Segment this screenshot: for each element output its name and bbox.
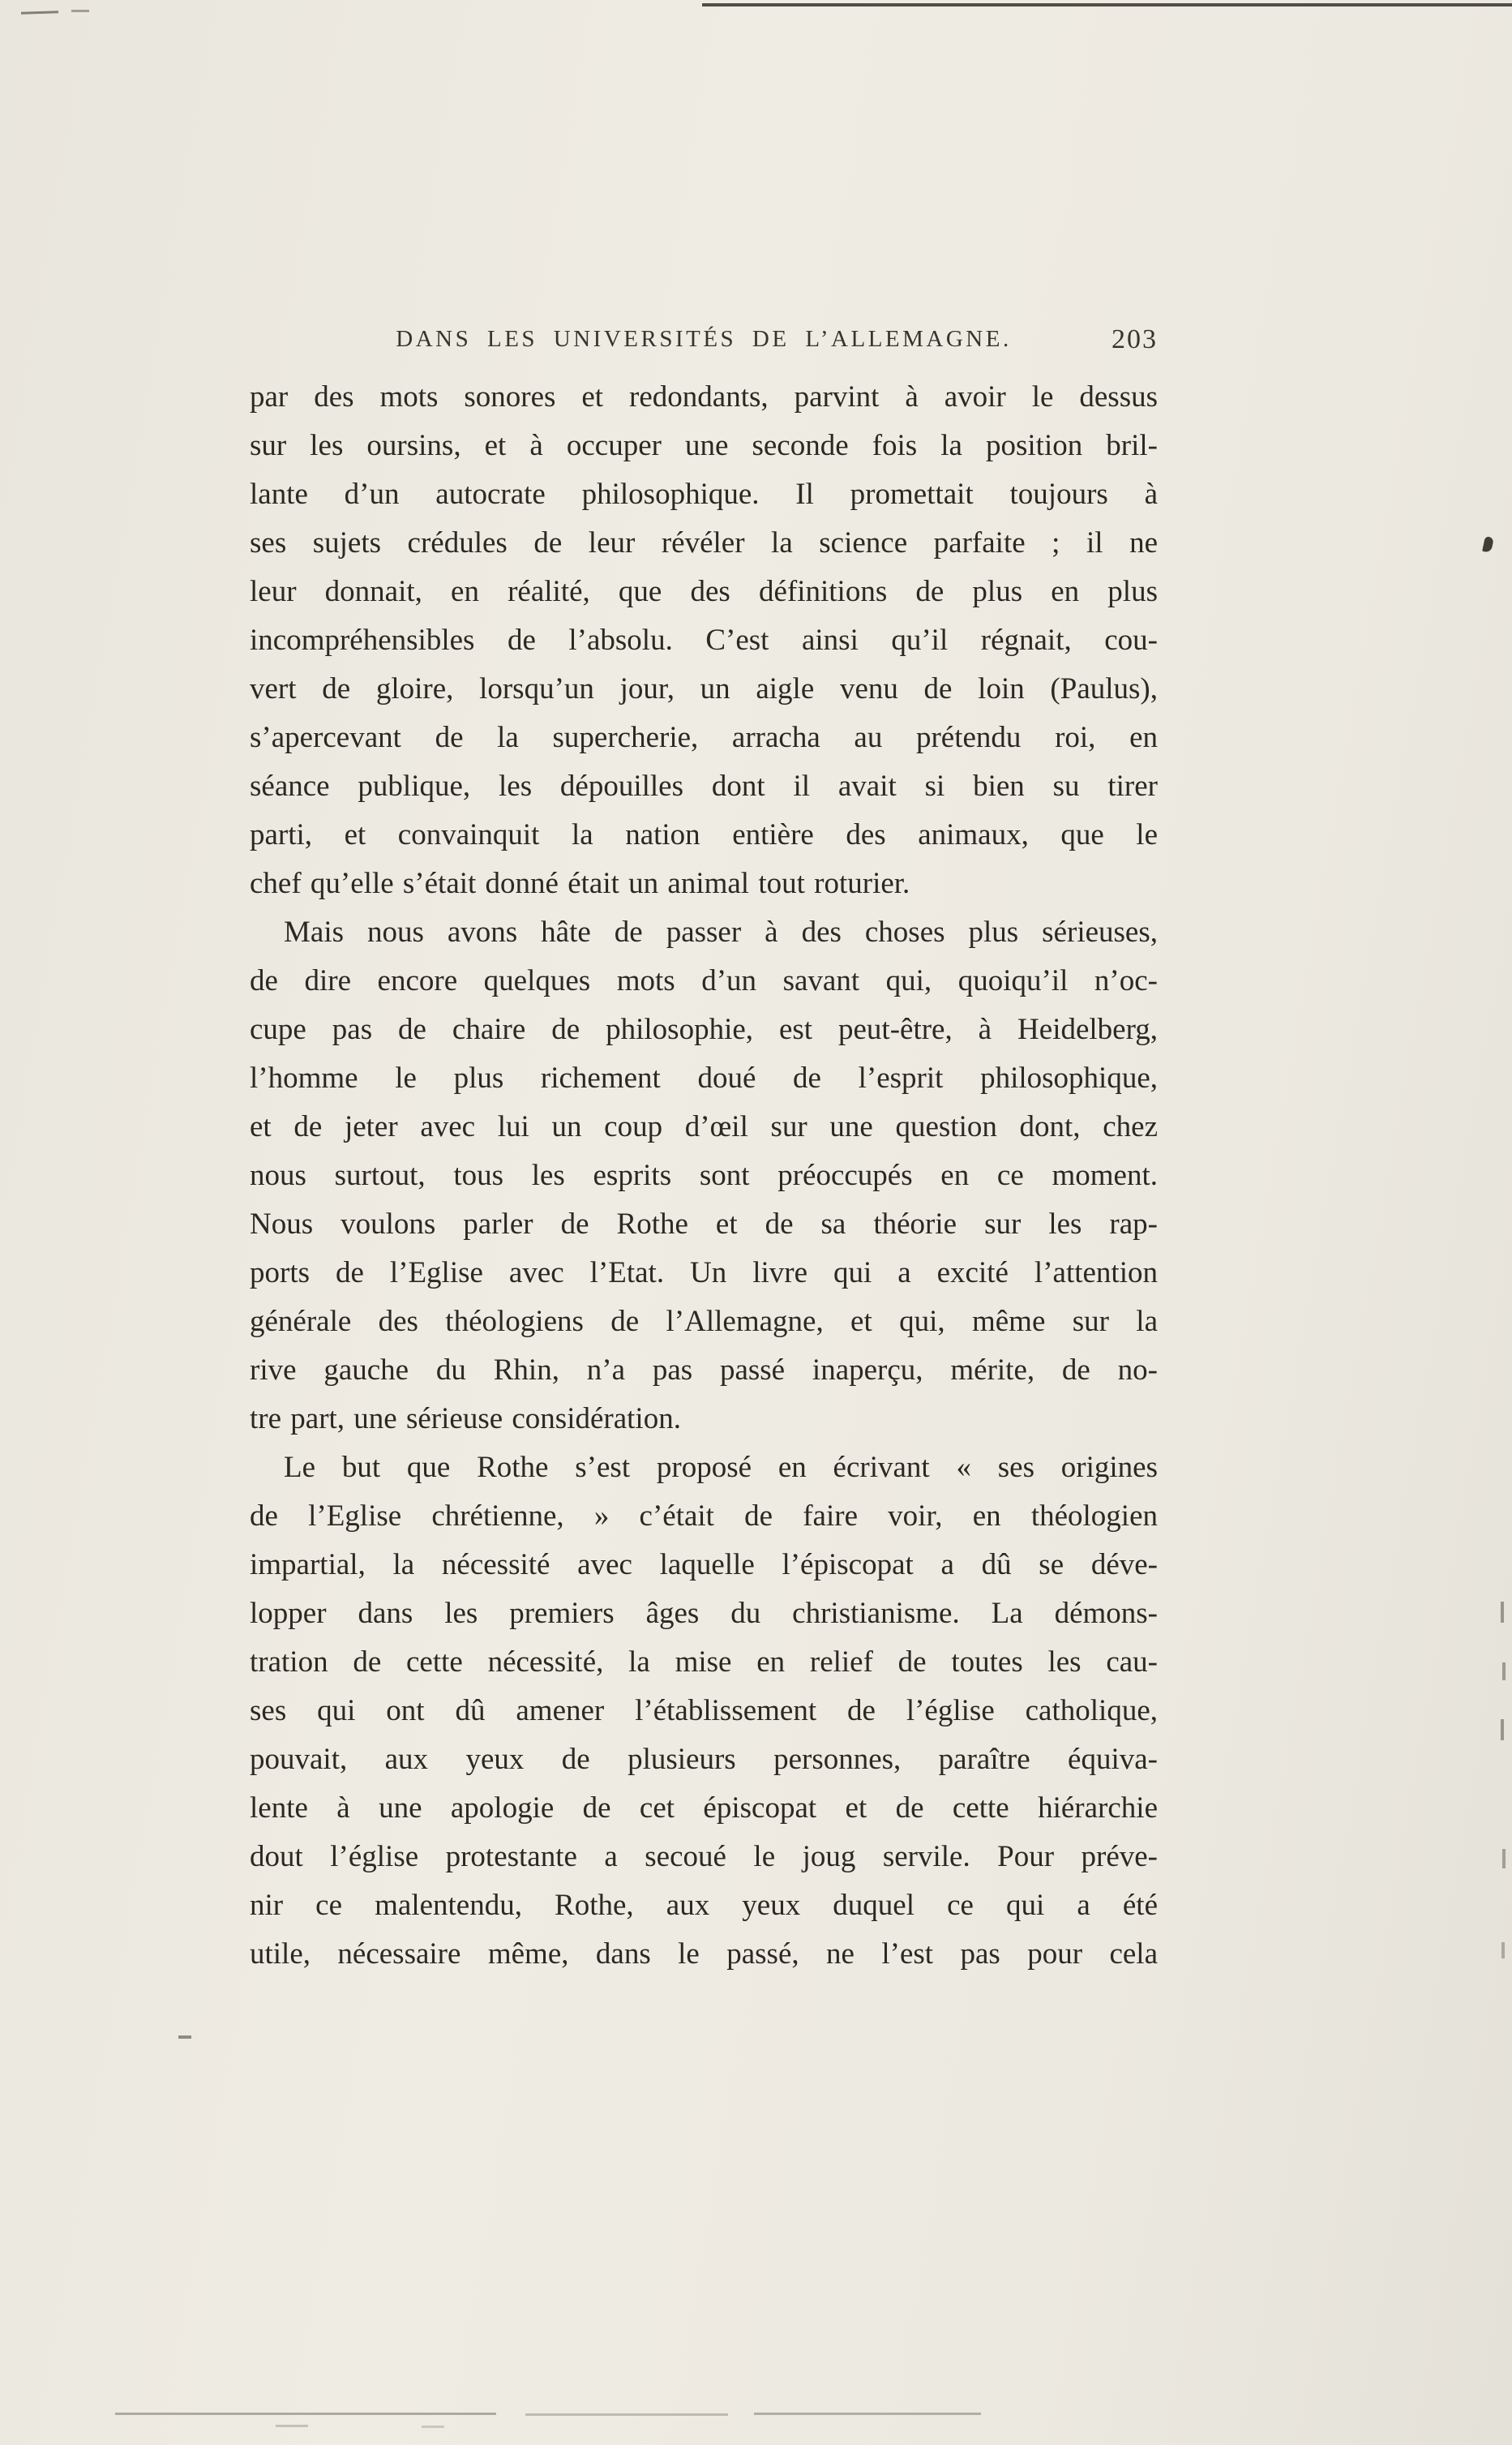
text-body — [250, 373, 1158, 1979]
text-line: s’apercevant de la supercherie, arracha au prétendu roi, en — [250, 721, 1158, 754]
text-line: ses sujets crédules de leur révéler la science parfaite ; il ne — [250, 526, 1158, 560]
text-line: par des mots sonores et redondants, parvint à avoir le dessus — [250, 380, 1158, 414]
scan-artifact-top-left-dash — [71, 10, 89, 12]
text-line: séance publique, les dépouilles dont il avait si bien su tirer — [250, 770, 1158, 803]
text-line: tre part, une sérieuse considération. — [250, 1402, 681, 1435]
text-line: lante d’un autocrate philosophique. Il promettait toujours à — [250, 478, 1158, 511]
scan-artifact-right-speck — [1482, 536, 1494, 553]
scan-artifact-right-dash — [1501, 1942, 1505, 1958]
scan-artifact-left-dash — [178, 2035, 191, 2039]
text-line: incompréhensibles de l’absolu. C’est ainsi qu’il régnait, cou- — [250, 624, 1158, 657]
text-line: chef qu’elle s’était donné était un animal tout roturier. — [250, 867, 910, 900]
text-line: de l’Eglise chrétienne, » c’était de faire voir, en théologien — [250, 1499, 1158, 1533]
text-line: parti, et convainquit la nation entière des animaux, que le — [250, 818, 1158, 851]
text-line: rive gauche du Rhin, n’a pas passé inaperçu, mérite, de no- — [250, 1353, 1158, 1387]
text-line: nir ce malentendu, Rothe, aux yeux duquel ce qui a été — [250, 1889, 1158, 1922]
text-line: vert de gloire, lorsqu’un jour, un aigle venu de loin (Paulus), — [250, 672, 1158, 706]
text-line: Mais nous avons hâte de passer à des choses plus sérieuses, — [284, 916, 1158, 949]
text-line: pouvait, aux yeux de plusieurs personnes, paraître équiva- — [250, 1743, 1158, 1776]
scan-artifact-bottom-rule — [525, 2413, 728, 2416]
text-line: lente à une apologie de cet épiscopat et de cette hiérarchie — [250, 1791, 1158, 1825]
text-line: Nous voulons parler de Rothe et de sa théorie sur les rap- — [250, 1207, 1158, 1241]
text-line: ses qui ont dû amener l’établissement de l’église catholique, — [250, 1694, 1158, 1727]
text-line: sur les oursins, et à occuper une seconde fois la position bril- — [250, 429, 1158, 462]
text-line: dout l’église protestante a secoué le joug servile. Pour préve- — [250, 1840, 1158, 1873]
text-line: générale des théologiens de l’Allemagne, et qui, même sur la — [250, 1305, 1158, 1338]
scan-artifact-top-left-dash — [21, 11, 58, 15]
text-line: utile, nécessaire même, dans le passé, ne l’est pas pour cela — [250, 1937, 1158, 1971]
text-line: de dire encore quelques mots d’un savant qui, quoiqu’il n’oc- — [250, 964, 1158, 997]
scan-artifact-right-dash — [1501, 1602, 1504, 1623]
running-header-title: DANS LES UNIVERSITÉS DE L’ALLEMAGNE. — [396, 326, 1012, 352]
scan-artifact-bottom-rule — [754, 2413, 981, 2415]
text-line: et de jeter avec lui un coup d’œil sur une question dont, chez — [250, 1110, 1158, 1143]
text-line: nous surtout, tous les esprits sont préoccupés en ce moment. — [250, 1159, 1158, 1192]
text-line: leur donnait, en réalité, que des définitions de plus en plus — [250, 575, 1158, 608]
scan-artifact-top-line — [702, 3, 1512, 6]
scan-artifact-bottom-dash — [422, 2426, 444, 2428]
text-line: ports de l’Eglise avec l’Etat. Un livre qui a excité l’attention — [250, 1256, 1158, 1289]
scan-artifact-right-dash — [1502, 1849, 1506, 1868]
text-line: tration de cette nécessité, la mise en relief de toutes les cau- — [250, 1645, 1158, 1679]
text-block — [250, 326, 1158, 1979]
text-line: Le but que Rothe s’est proposé en écrivant « ses origines — [284, 1451, 1158, 1484]
scan-artifact-right-dash — [1501, 1719, 1504, 1740]
scan-artifact-bottom-rule — [115, 2413, 496, 2415]
scan-artifact-bottom-dash — [276, 2425, 308, 2427]
page-number: 203 — [1112, 324, 1158, 354]
scan-artifact-right-dash — [1502, 1662, 1506, 1680]
running-header — [250, 326, 1158, 365]
text-line: cupe pas de chaire de philosophie, est peut-être, à Heidelberg, — [250, 1013, 1158, 1046]
text-line: l’homme le plus richement doué de l’esprit philosophique, — [250, 1062, 1158, 1095]
text-line: lopper dans les premiers âges du christianisme. La démons- — [250, 1597, 1158, 1630]
text-line: impartial, la nécessité avec laquelle l’épiscopat a dû se déve- — [250, 1548, 1158, 1581]
